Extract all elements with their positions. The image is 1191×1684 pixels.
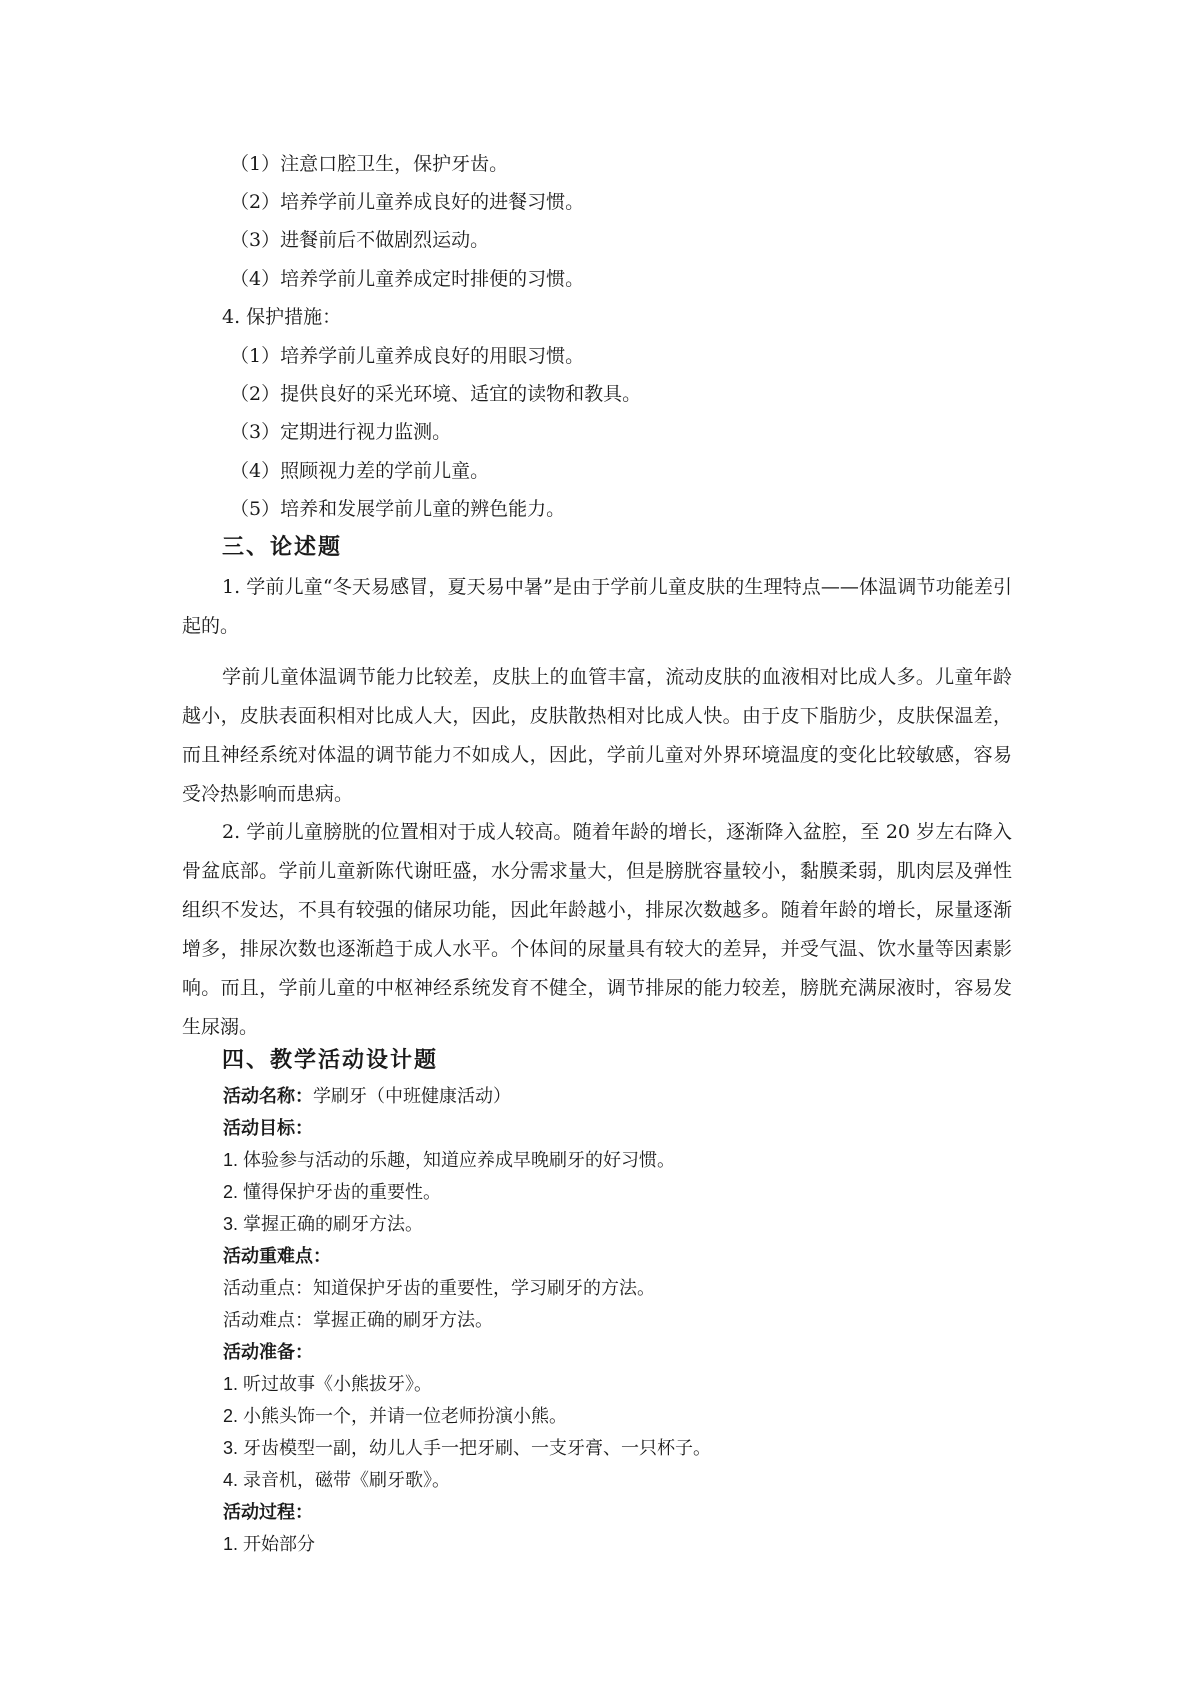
field-value: 学刷牙（中班健康活动） bbox=[313, 1086, 511, 1106]
field-label: 活动名称： bbox=[223, 1086, 313, 1106]
list-item: （4）培养学前儿童养成定时排便的习惯。 bbox=[230, 268, 585, 290]
item4-heading: 4. 保护措施： bbox=[222, 306, 342, 328]
list-item: （2）提供良好的采光环境、适宜的读物和教具。 bbox=[230, 383, 642, 405]
list-item: 2. 懂得保护牙齿的重要性。 bbox=[223, 1182, 442, 1202]
list-item: 3. 掌握正确的刷牙方法。 bbox=[223, 1214, 424, 1234]
list-item: （5）培养和发展学前儿童的辨色能力。 bbox=[230, 498, 566, 520]
list-item: 1. 体验参与活动的乐趣，知道应养成早晚刷牙的好习惯。 bbox=[223, 1150, 676, 1170]
field-label: 活动目标： bbox=[223, 1118, 313, 1138]
activity-name bbox=[223, 1084, 511, 1108]
list-item: 3. 牙齿模型一副，幼儿人手一把牙刷、一支牙膏、一只杯子。 bbox=[223, 1438, 712, 1458]
list-item: 1. 开始部分 bbox=[223, 1534, 316, 1554]
list-item: （3）进餐前后不做剧烈运动。 bbox=[230, 229, 490, 251]
paragraph: 学前儿童体温调节能力比较差，皮肤上的血管丰富，流动皮肤的血液相对比成人多。儿童年龄越小，皮肤表面积相对比成人大，因此，皮肤散热相对比成人快。由于皮下脂肪少，皮肤保温差，而且神经系统对体温的调节能力不如成人，因此，学前儿童对外界环境温度的变化比较敏感，容易受冷热影响而患病。 bbox=[182, 666, 1012, 805]
list-item: （3）定期进行视力监测。 bbox=[230, 421, 452, 443]
list-item: 2. 小熊头饰一个，并请一位老师扮演小熊。 bbox=[223, 1406, 568, 1426]
list-item: 活动重点：知道保护牙齿的重要性，学习刷牙的方法。 bbox=[223, 1278, 655, 1298]
list-item: 1. 听过故事《小熊拔牙》。 bbox=[223, 1374, 433, 1394]
section-heading: 三、论述题 bbox=[222, 534, 343, 560]
list-item: （1）注意口腔卫生，保护牙齿。 bbox=[230, 153, 509, 175]
paragraph: 1. 学前儿童“冬天易感冒，夏天易中暑”是由于学前儿童皮肤的生理特点——体温调节功能差引起的。 bbox=[182, 576, 1012, 637]
list-item: （4）照顾视力差的学前儿童。 bbox=[230, 460, 490, 482]
paragraph: 2. 学前儿童膀胱的位置相对于成人较高。随着年龄的增长，逐渐降入盆腔，至 20 岁左右降入骨盆底部。学前儿童新陈代谢旺盛，水分需求量大，但是膀胱容量较小，黏膜柔弱，肌肉层及弹性组织不发达，不具有较强的储尿功能，因此年龄越小，排尿次数越多。随着年龄的增长，尿量逐渐增多，排尿次数也逐渐趋于成人水平。个体间的尿量具有较大的差异，并受气温、饮水量等因素影响。而且，学前儿童的中枢神经系统发育不健全，调节排尿的能力较差，膀胱充满尿液时，容易发生尿溺。 bbox=[182, 821, 1012, 1038]
list-item: 活动难点：掌握正确的刷牙方法。 bbox=[223, 1310, 493, 1330]
list-item: （1）培养学前儿童养成良好的用眼习惯。 bbox=[230, 345, 585, 367]
list-item: 4. 录音机，磁带《刷牙歌》。 bbox=[223, 1470, 451, 1490]
field-label: 活动重难点： bbox=[223, 1246, 331, 1266]
field-label: 活动过程： bbox=[223, 1502, 313, 1522]
list-item: （2）培养学前儿童养成良好的进餐习惯。 bbox=[230, 191, 585, 213]
section-heading: 四、教学活动设计题 bbox=[222, 1047, 439, 1073]
field-label: 活动准备： bbox=[223, 1342, 313, 1362]
